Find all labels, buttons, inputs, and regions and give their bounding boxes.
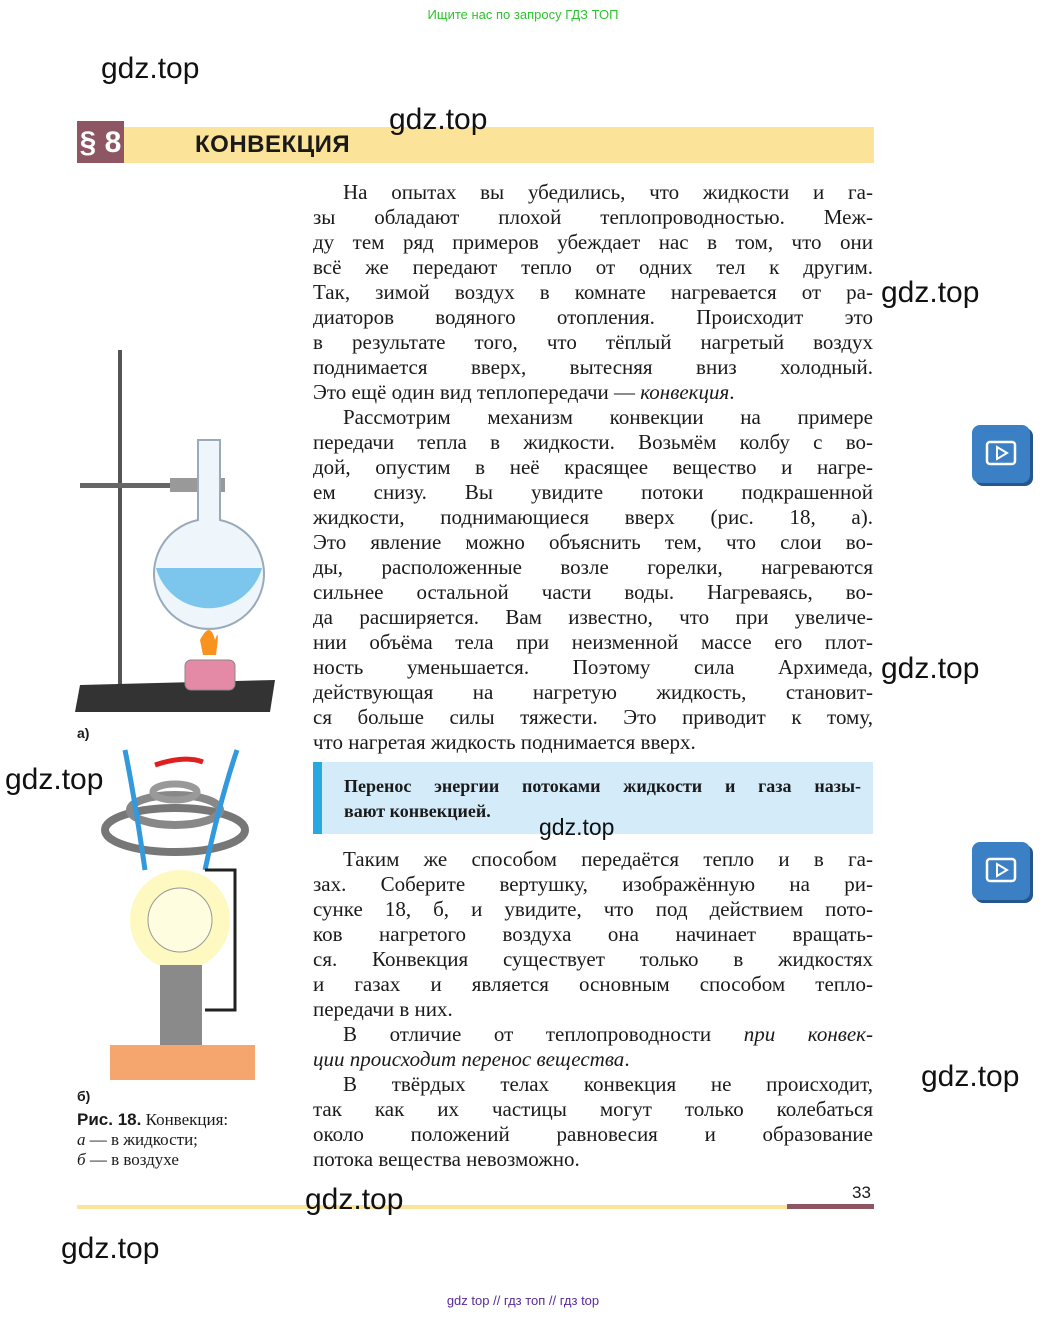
- text-line: сильнее остальной части воды. Нагреваясь, во-: [313, 580, 873, 604]
- text-line: ков нагретого воздуха она начинает вращать-: [313, 922, 873, 946]
- text-line: что нагретая жидкость поднимается вверх.: [313, 730, 696, 754]
- paragraph-4-line: [313, 1022, 873, 1047]
- text-line: ся. Конвекция существует только в жидкостях: [313, 947, 873, 971]
- text-line: ность уменьшается. Поэтому сила Архимеда,: [313, 655, 873, 679]
- caption-letter: а: [77, 1130, 86, 1149]
- watermark: gdz.top: [305, 1183, 404, 1216]
- text-line: ду тем ряд примеров убеждает нас в том, что они: [313, 230, 873, 254]
- body-text: [313, 180, 873, 1172]
- text-line: передачи тепла в жидкости. Возьмём колбу с во-: [313, 430, 873, 454]
- paragraph-1: [313, 180, 873, 380]
- text-line: Рассмотрим механизм конвекции на примере: [343, 405, 873, 429]
- definition-line: вают конвекцией.: [344, 801, 491, 821]
- text-line: нии объёма тела при неизменной массе его плот-: [313, 630, 873, 654]
- figure-flask-illustration: [70, 340, 290, 720]
- watermark: gdz.top: [539, 814, 615, 840]
- text-italic: при конвек-: [743, 1022, 873, 1046]
- paragraph-1-last-line: [313, 380, 873, 405]
- text-line: и газах и является основным способом тепло-: [313, 972, 873, 996]
- paragraph-4-line: [313, 1047, 873, 1072]
- text-line: ся больше силы тяжести. Это приводит к тому,: [313, 705, 873, 729]
- text-line: Таким же способом передаётся тепло и в га-: [343, 847, 873, 871]
- text: В отличие от теплопроводности: [343, 1022, 744, 1046]
- top-note: Ищите нас по запросу ГДЗ ТОП: [427, 7, 619, 22]
- socket-base: [110, 1045, 255, 1080]
- stand-base: [75, 680, 275, 712]
- text-line: зах. Соберите вертушку, изображённую на ри-: [313, 872, 873, 896]
- text-line: действующая на нагретую жидкость, становит-: [313, 680, 873, 704]
- text-line: поднимается вверх, вытесняя вниз холодный.: [313, 355, 873, 379]
- socket: [160, 965, 202, 1050]
- text-line: На опытах вы убедились, что жидкости и га-: [343, 180, 873, 204]
- bulb: [148, 888, 212, 952]
- play-video-button[interactable]: [972, 425, 1030, 483]
- definition-line: Перенос энергии потоками жидкости и газа назы-: [344, 776, 861, 796]
- caption-b: — в воздухе: [85, 1150, 179, 1169]
- caption-letter: б: [77, 1150, 86, 1169]
- caption-title: Конвекция:: [141, 1110, 229, 1129]
- play-video-icon: [972, 842, 1030, 900]
- bottom-note: gdz top // гдз топ // гдз top: [446, 1293, 600, 1308]
- text-line: да расширяется. Вам известно, что при увеличе-: [313, 605, 873, 629]
- figure-label-a: а): [77, 725, 90, 741]
- paragraph-5: [313, 1072, 873, 1172]
- watermark: gdz.top: [389, 103, 488, 136]
- text-line: сунке 18, б, и увидите, что под действием пото-: [313, 897, 873, 921]
- text: Это ещё один вид теплопередачи —: [313, 380, 641, 404]
- watermark: gdz.top: [921, 1060, 1020, 1093]
- text-line: в результате того, что тёплый нагретый воздух: [313, 330, 873, 354]
- text-line: Это явление можно объяснить тем, что слои во-: [313, 530, 873, 554]
- text-line: зы обладают плохой теплопроводностью. Меж-: [313, 205, 873, 229]
- term-italic: конвекция: [640, 380, 730, 404]
- play-video-icon: [972, 425, 1030, 483]
- section-badge: § 8: [77, 121, 124, 163]
- text-line: потока вещества невозможно.: [313, 1147, 580, 1171]
- text: .: [624, 1047, 630, 1071]
- watermark: gdz.top: [101, 52, 200, 85]
- text-line: передачи в них.: [313, 997, 453, 1021]
- footer-line-accent: [787, 1204, 874, 1209]
- caption-number: Рис. 18.: [77, 1110, 142, 1129]
- watermark: gdz.top: [61, 1232, 160, 1265]
- text: .: [729, 380, 735, 404]
- burner: [185, 660, 235, 690]
- figure-label-b: б): [77, 1088, 91, 1104]
- caption-a: — в жидкости;: [85, 1130, 198, 1149]
- watermark: gdz.top: [881, 652, 980, 685]
- watermark: gdz.top: [5, 763, 104, 796]
- figure-bulb-spiral-illustration: [75, 740, 275, 1090]
- text-line: Так, зимой воздух в комнате нагревается от ра-: [313, 280, 873, 304]
- paragraph-3: [313, 847, 873, 1022]
- text-line: так как их частицы могут только колебаться: [313, 1097, 873, 1121]
- stand-rod: [118, 350, 122, 690]
- text-line: ды, расположенные возле горелки, нагреваются: [313, 555, 873, 579]
- text-italic: ции происходит перенос вещества: [313, 1047, 625, 1071]
- figure-caption: [77, 1110, 228, 1170]
- section-title: КОНВЕКЦИЯ: [195, 131, 351, 158]
- footer-line: [77, 1205, 787, 1209]
- text-line: дой, опустим в неё красящее вещество и нагре-: [313, 455, 873, 479]
- text-line: ем снизу. Вы увидите потоки подкрашенной: [313, 480, 873, 504]
- text-line: жидкости, поднимающиеся вверх (рис. 18, а).: [313, 505, 873, 529]
- page-number: 33: [852, 1183, 871, 1202]
- text-line: В твёрдых телах конвекция не происходит,: [343, 1072, 873, 1096]
- flame: [200, 630, 218, 655]
- text-line: около положений равновесия и образование: [313, 1122, 873, 1146]
- rotation-arrow: [155, 759, 203, 765]
- watermark: gdz.top: [881, 276, 980, 309]
- paragraph-2: [313, 405, 873, 755]
- text-line: диаторов водяного отопления. Происходит это: [313, 305, 873, 329]
- play-video-button[interactable]: [972, 842, 1030, 900]
- text-line: всё же передают тепло от одних тел к другим.: [313, 255, 873, 279]
